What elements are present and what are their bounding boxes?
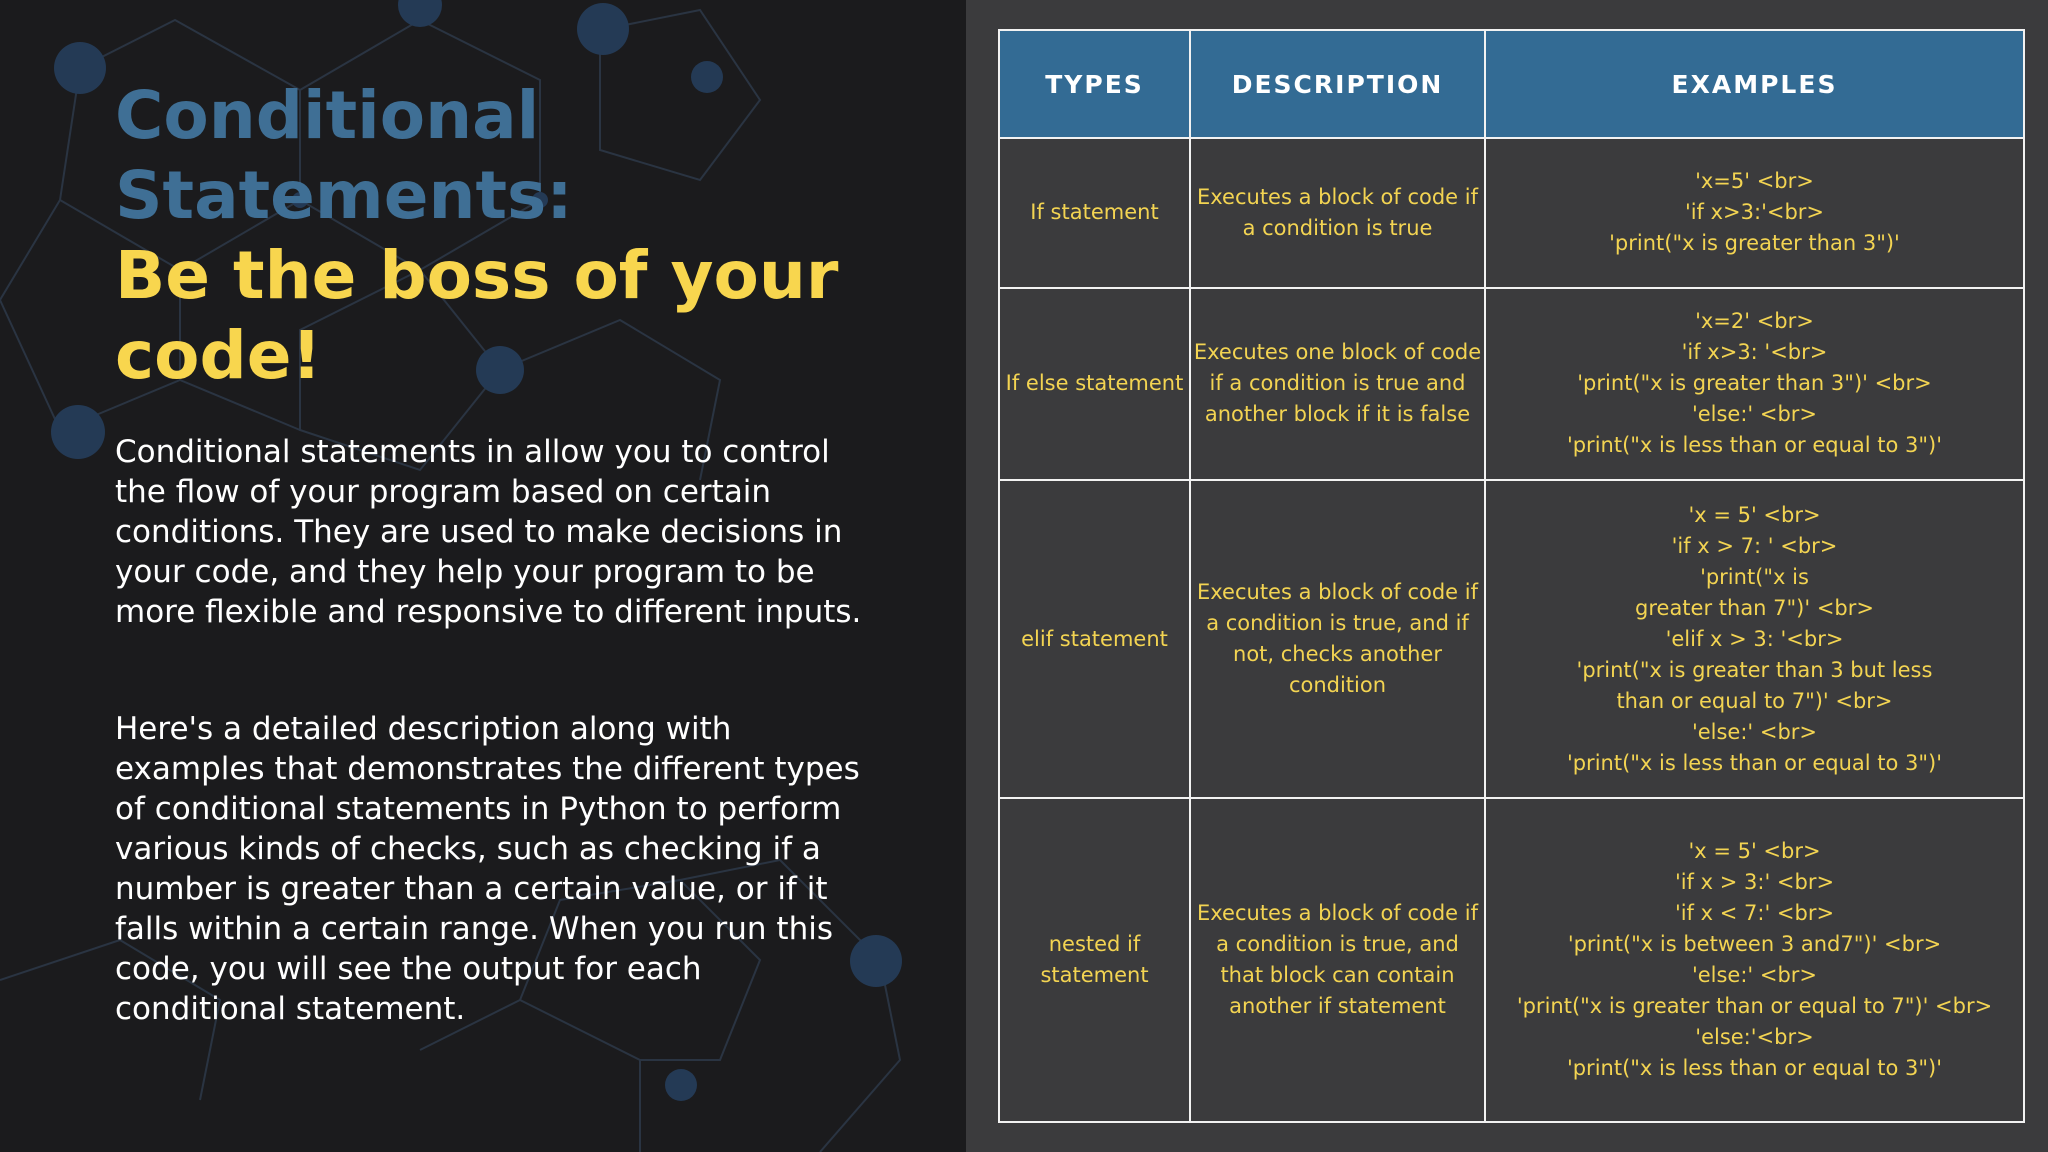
title-line-4: code! [115,317,322,394]
example-line: 'x = 5' <br> [1688,502,1821,527]
description-cell: Executes a block of code if a condition is true [1190,138,1485,288]
table-row [999,798,2024,1122]
title-line-3: Be the boss of your [115,237,839,314]
example-line: 'print("x is greater than 3 but less [1576,657,1933,682]
examples-cell [1485,138,2024,288]
description-cell: Executes one block of code if a condition is true and another block if it is false [1190,288,1485,481]
description-cell: Executes a block of code if a condition is true, and if not, checks another condition [1190,480,1485,797]
example-line: 'print("x is less than or equal to 3")' [1566,433,1943,458]
description-cell: Executes a block of code if a condition is true, and that block can contain another if statement [1190,798,1485,1122]
title-line-2: Statements: [115,157,573,234]
example-line: 'print("x is greater than 3")' [1609,231,1900,256]
example-line: 'print("x is less than or equal to 3")' [1566,1055,1943,1080]
example-line: 'x = 5' <br> [1688,838,1821,863]
examples-cell [1485,288,2024,481]
detail-paragraph: Here's a detailed description along with examples that demonstrates the different types of conditional statements in Python to perform various kinds of checks, such as checking if a number is greater than a certain value, or if it falls within a certain range. When you run this code, you will see the output for each conditional statement. [115,711,860,1027]
intro-paragraph: Conditional statements in allow you to control the flow of your program based on certain conditions. They are used to make decisions in your code, and they help your program to be more flexible and responsive to different inputs. [115,434,862,630]
example-line: 'if x>3:'<br> [1684,200,1825,225]
example-line: 'elif x > 3: '<br> [1665,626,1844,651]
examples-cell [1485,480,2024,797]
example-line: 'if x < 7:' <br> [1674,900,1835,925]
example-line: than or equal to 7")' <br> [1616,688,1893,713]
example-line: greater than 7")' <br> [1635,595,1874,620]
type-cell: If else statement [999,288,1190,481]
page-title [115,76,935,396]
example-line: 'x=5' <br> [1695,169,1814,194]
header-description: DESCRIPTION [1190,30,1485,138]
example-line: 'if x > 7: ' <br> [1671,533,1838,558]
examples-cell [1485,798,2024,1122]
header-types: TYPES [999,30,1190,138]
example-line: 'x=2' <br> [1695,309,1814,334]
table-row [999,480,2024,797]
example-line: 'else:'<br> [1695,1024,1814,1049]
example-line: 'else:' <br> [1691,962,1818,987]
table-header-row [999,30,2024,138]
conditional-types-table [998,29,2025,1123]
example-line: 'if x>3: '<br> [1681,340,1828,365]
type-cell: If statement [999,138,1190,288]
example-line: 'print("x is [1700,564,1809,589]
type-cell: elif statement [999,480,1190,797]
example-line: 'print("x is less than or equal to 3")' [1566,750,1943,775]
header-examples: EXAMPLES [1485,30,2024,138]
example-line: 'print("x is greater than or equal to 7")' <br> [1516,993,1993,1018]
type-cell: nested if statement [999,798,1190,1122]
left-panel [0,0,966,1152]
table-row [999,288,2024,481]
example-line: 'if x > 3:' <br> [1674,869,1835,894]
example-line: 'else:' <br> [1691,402,1818,427]
example-line: 'print("x is between 3 and7")' <br> [1567,931,1942,956]
example-line: 'else:' <br> [1691,719,1818,744]
example-line: 'print("x is greater than 3")' <br> [1577,371,1932,396]
table-row [999,138,2024,288]
title-line-1: Conditional [115,77,540,154]
